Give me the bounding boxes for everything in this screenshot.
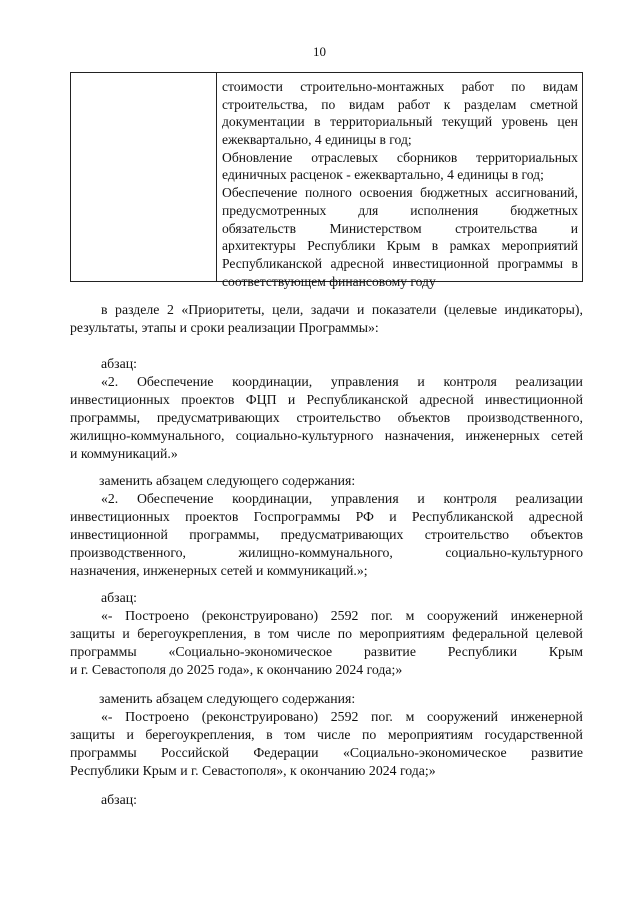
table-text-line: соответствующем финансовому году <box>222 273 436 289</box>
paragraph-label <box>70 589 583 607</box>
word: Обеспечение <box>136 374 214 389</box>
word: «2. <box>101 374 119 389</box>
word: программы <box>497 255 564 271</box>
word: предусмотренных <box>222 202 327 218</box>
word: программы, <box>70 410 141 425</box>
word: рамках <box>449 238 491 254</box>
word: предусматривающих <box>156 410 280 425</box>
word: берегоукрепления, <box>145 727 255 742</box>
text-line: назначения, инженерных сетей и коммуникаций.»; <box>70 563 368 578</box>
word: Построено <box>125 608 190 623</box>
word: строительства <box>455 220 538 236</box>
word: в <box>266 727 273 742</box>
word: текущий <box>441 114 493 130</box>
word: отраслевых <box>311 149 379 165</box>
word: назначения, <box>384 428 455 443</box>
word: строительство <box>296 410 381 425</box>
word: бюджетных <box>510 202 578 218</box>
word: стоимости <box>222 79 283 94</box>
word: в <box>571 255 578 271</box>
word: освоения <box>359 185 413 201</box>
word: строительство <box>424 527 510 542</box>
table-text-line: единичных расценок - ежеквартально, 4 единицы в год; <box>222 167 544 183</box>
word: и <box>356 302 365 317</box>
text-line <box>70 526 583 544</box>
word: федеральной <box>452 626 529 641</box>
word: по <box>337 626 353 641</box>
word: социально-культурного <box>445 545 583 560</box>
text-line: результаты, этапы и сроки реализации Программы»: <box>70 320 379 335</box>
word: Крым <box>386 238 421 254</box>
word: (реконструировано) <box>201 709 319 724</box>
paragraph-label <box>70 355 583 373</box>
text-line <box>70 625 583 643</box>
replace-label <box>70 472 583 490</box>
word: инвестиционных <box>70 392 170 407</box>
word: сооружений <box>426 608 498 623</box>
table-text-line <box>222 149 578 167</box>
word: производственного, <box>70 545 186 560</box>
text-line <box>70 726 583 744</box>
word: архитектуры <box>222 238 296 254</box>
word: инженерной <box>510 608 583 623</box>
word: (реконструировано) <box>201 608 319 623</box>
text-line: абзац: <box>101 356 137 371</box>
new-paragraph <box>70 708 583 780</box>
word: пог. <box>371 709 393 724</box>
text-line: заменить абзацем следующего содержания: <box>99 691 356 706</box>
word: предусматривающих <box>280 527 404 542</box>
word: разделам <box>464 96 517 112</box>
word: работ <box>397 96 431 112</box>
text-line <box>70 391 583 409</box>
word: Федерации <box>253 745 319 760</box>
text-line: Республики Крым и г. Севастополя», к окончанию 2024 года;» <box>70 763 436 778</box>
word: реализации <box>515 374 583 389</box>
word: видам <box>348 96 385 112</box>
text-line <box>70 490 583 508</box>
text-line <box>70 544 583 562</box>
word: мероприятиям <box>359 626 445 641</box>
text-line <box>70 427 583 445</box>
word: м <box>405 608 415 623</box>
word: инвестиционной <box>392 255 489 271</box>
table-text-line <box>222 220 578 238</box>
word: Обновление <box>222 149 293 165</box>
table-text-line <box>222 184 578 202</box>
word: Республики <box>307 238 376 254</box>
word: территориальных <box>476 149 578 165</box>
word: адресной <box>330 255 385 271</box>
word: Республиканской <box>306 392 409 407</box>
word: том <box>284 727 306 742</box>
word: документации <box>222 114 305 130</box>
word: обязательств <box>222 220 297 236</box>
word: контроля <box>443 491 497 506</box>
word: координации, <box>232 374 313 389</box>
new-paragraph <box>70 490 583 580</box>
word: объектов <box>530 527 583 542</box>
word: цен <box>557 114 578 130</box>
word: и <box>287 392 296 407</box>
text-line <box>70 409 583 427</box>
text-line <box>70 508 583 526</box>
table-text-line: ежеквартально, 4 единицы в год; <box>222 132 412 148</box>
word: берегоукрепления, <box>137 626 247 641</box>
word: инженерной <box>510 709 583 724</box>
old-paragraph <box>70 373 583 463</box>
word: сооружений <box>426 709 498 724</box>
word: ФЦП <box>245 392 277 407</box>
text-line <box>70 643 583 661</box>
word: индикаторы), <box>504 302 583 317</box>
word: объектов <box>397 410 451 425</box>
text-line <box>70 607 583 625</box>
word: координации, <box>232 491 313 506</box>
word: производственного, <box>467 410 583 425</box>
word: Республики <box>447 644 518 659</box>
word: пог. <box>371 608 393 623</box>
table-text-line <box>222 113 578 131</box>
word: инвестиционной <box>70 527 168 542</box>
word: программы, <box>189 527 260 542</box>
word: в <box>254 626 261 641</box>
word: мероприятиям <box>387 727 474 742</box>
word: показатели <box>371 302 437 317</box>
paragraph-label <box>70 791 583 809</box>
word: ассигнований, <box>495 185 578 201</box>
word: Министерством <box>329 220 422 236</box>
word: (целевые <box>443 302 497 317</box>
table-text-line <box>222 202 578 220</box>
table-text-line <box>222 237 578 255</box>
word: инвестиционных <box>70 509 170 524</box>
text-line: абзац: <box>101 792 137 807</box>
word: 2592 <box>330 709 359 724</box>
word: том <box>268 626 290 641</box>
word: по <box>321 96 336 112</box>
word: и <box>417 374 425 389</box>
word: мероприятий <box>501 238 578 254</box>
word: адресной <box>419 392 474 407</box>
word: защиты <box>70 626 115 641</box>
word: 2592 <box>330 608 359 623</box>
text-line <box>70 301 583 319</box>
word: бюджетных <box>420 185 488 201</box>
word: 2 <box>166 302 174 317</box>
word: и <box>417 491 425 506</box>
table-cell-text <box>217 73 582 289</box>
text-line: и г. Севастополя до 2025 года», к окончанию 2024 года;» <box>70 662 403 677</box>
word: задачи <box>310 302 350 317</box>
word: работ <box>461 79 494 94</box>
word: защиты <box>70 727 115 742</box>
replace-label <box>70 690 583 708</box>
word: управления <box>330 374 399 389</box>
table-text-line <box>222 78 578 96</box>
word: и <box>122 626 130 641</box>
word: жилищно-коммунального, <box>70 428 225 443</box>
word: Республиканской <box>222 255 323 271</box>
word: сетей <box>551 428 583 443</box>
word: территориальный <box>330 114 433 130</box>
word: развитие <box>531 745 583 760</box>
section-intro <box>70 301 583 337</box>
word: разделе <box>115 302 160 317</box>
word: и <box>126 727 134 742</box>
table-text-line <box>222 96 578 114</box>
word: в <box>431 238 439 254</box>
word: инженерных <box>465 428 540 443</box>
word: Обеспечение <box>222 185 298 201</box>
text-line <box>70 708 583 726</box>
indicators-table <box>70 72 583 289</box>
word: государственной <box>484 727 583 742</box>
word: и <box>570 220 578 236</box>
word: сметной <box>529 96 578 112</box>
word: проектов <box>185 509 239 524</box>
word: исполнения <box>410 202 479 218</box>
word: «Социально-экономическое <box>342 745 507 760</box>
word: «- <box>101 608 113 623</box>
table-text-line <box>222 255 578 273</box>
word: «- <box>101 709 113 724</box>
word: сборников <box>396 149 458 165</box>
word: программы <box>70 644 137 659</box>
word: реализации <box>515 491 583 506</box>
word: программы <box>70 745 137 760</box>
word: Госпрограммы <box>253 509 341 524</box>
word: контроля <box>443 374 497 389</box>
word: видам <box>542 79 578 94</box>
old-paragraph <box>70 607 583 679</box>
word: Российской <box>160 745 229 760</box>
word: «2. <box>101 491 119 506</box>
word: развитие <box>364 644 416 659</box>
word: Обеспечение <box>136 491 214 506</box>
word: «Приоритеты, <box>181 302 265 317</box>
word: жилищно-коммунального, <box>238 545 393 560</box>
page-number: 10 <box>313 44 326 59</box>
word: социально-культурного <box>235 428 374 443</box>
word: цели, <box>272 302 304 317</box>
word: к <box>443 96 451 112</box>
word: Республиканской <box>411 509 514 524</box>
text-line: абзац: <box>101 590 137 605</box>
word: целевой <box>535 626 583 641</box>
word: управления <box>330 491 399 506</box>
word: в <box>314 114 321 130</box>
word: Построено <box>125 709 190 724</box>
word: адресной <box>528 509 583 524</box>
word: полного <box>304 185 352 201</box>
word: м <box>405 709 415 724</box>
word: числе <box>296 626 331 641</box>
text-line: и коммуникаций.» <box>70 446 178 461</box>
word: Крым <box>548 644 583 659</box>
text-line <box>70 744 583 762</box>
word: строительно-монтажных <box>300 79 445 94</box>
word: по <box>511 79 526 94</box>
word: «Социально-экономическое <box>168 644 333 659</box>
word: и <box>389 509 397 524</box>
word: РФ <box>355 509 374 524</box>
word: уровень <box>501 114 548 130</box>
text-line <box>70 373 583 391</box>
word: по <box>362 727 377 742</box>
word: инвестиционной <box>485 392 583 407</box>
word: в <box>101 302 108 317</box>
table-cell-empty <box>71 73 217 281</box>
word: числе <box>317 727 351 742</box>
word: строительства, <box>222 96 308 112</box>
word: проектов <box>181 392 235 407</box>
text-line: заменить абзацем следующего содержания: <box>99 473 356 488</box>
word: для <box>358 202 379 218</box>
